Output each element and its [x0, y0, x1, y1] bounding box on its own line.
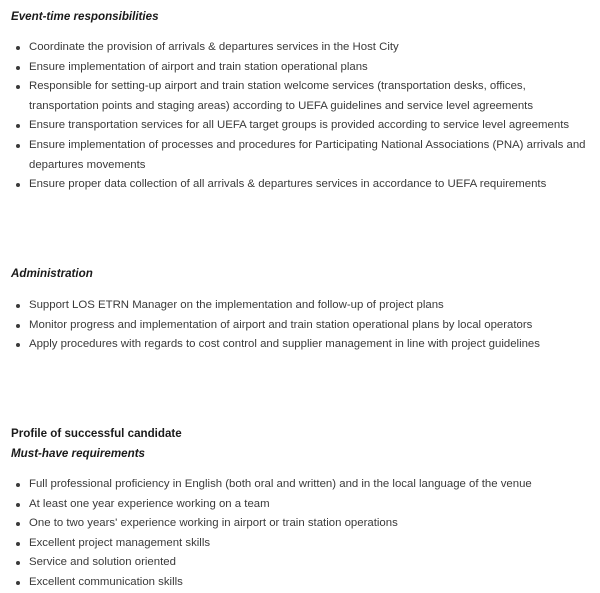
bullet-icon [16, 343, 20, 347]
bullet-icon [16, 124, 20, 128]
bullet-icon [16, 324, 20, 328]
list-item [0, 38, 600, 58]
bullet-icon [16, 581, 20, 585]
bullet-icon [16, 561, 20, 565]
list-item-text: Full professional proficiency in English (both oral and written) and in the local language of the venue [29, 478, 532, 490]
bullet-icon [16, 66, 20, 70]
list-item-text: At least one year experience working on a team [29, 497, 270, 510]
list-item-text: Support LOS ETRN Manager on the implementation and follow-up of project plans [29, 299, 444, 311]
event-time-list [0, 38, 600, 195]
list-item-text: Ensure proper data collection of all arrivals & departures services in accordance to UEFA requirements [29, 178, 547, 191]
bullet-icon [16, 503, 20, 507]
list-item [0, 77, 600, 116]
bullet-icon [16, 46, 20, 50]
bullet-icon [16, 542, 20, 546]
list-item-text: Excellent project management skills [29, 536, 211, 549]
list-item-text: Coordinate the provision of arrivals & departures services in the Host City [29, 41, 399, 53]
list-item-text: Ensure transportation services for all UEFA target groups is provided according to service level agreements [29, 119, 570, 132]
list-item-text: Apply procedures with regards to cost control and supplier management in line with project guidelines [29, 338, 540, 351]
list-item [0, 316, 600, 336]
list-item [0, 136, 600, 175]
list-item-text: Responsible for setting-up airport and train station welcome services (transportation desks, offices, transportation points and staging areas) according to UEFA guidelines and service level agreements [29, 80, 534, 112]
administration-list [0, 296, 600, 355]
list-item-text: Monitor progress and implementation of airport and train station operational plans by local operators [29, 318, 533, 331]
bullet-icon [16, 144, 20, 148]
list-item [0, 495, 600, 515]
list-item [0, 335, 600, 355]
bullet-icon [16, 304, 20, 308]
event-time-heading: Event-time responsibilities [11, 10, 159, 23]
must-have-subheading: Must-have requirements [11, 447, 146, 460]
list-item [0, 553, 600, 573]
profile-heading: Profile of successful candidate [11, 427, 182, 440]
bullet-icon [16, 183, 20, 187]
list-item-text: One to two years' experience working in airport or train station operations [29, 517, 398, 530]
list-item [0, 58, 600, 78]
requirements-list [0, 475, 600, 593]
list-item-text: Service and solution oriented [29, 556, 176, 569]
administration-heading: Administration [11, 267, 93, 280]
bullet-icon [16, 85, 20, 89]
list-item [0, 175, 600, 195]
list-item [0, 534, 600, 554]
list-item [0, 296, 600, 316]
list-item-text: Ensure implementation of airport and train station operational plans [29, 60, 368, 73]
list-item [0, 475, 600, 495]
list-item [0, 116, 600, 136]
bullet-icon [16, 522, 20, 526]
list-item [0, 573, 600, 593]
list-item-text: Ensure implementation of processes and procedures for Participating National Associations (PNA) arrivals and departures movements [29, 138, 586, 171]
list-item [0, 514, 600, 534]
bullet-icon [16, 483, 20, 487]
list-item-text: Excellent communication skills [29, 575, 183, 588]
